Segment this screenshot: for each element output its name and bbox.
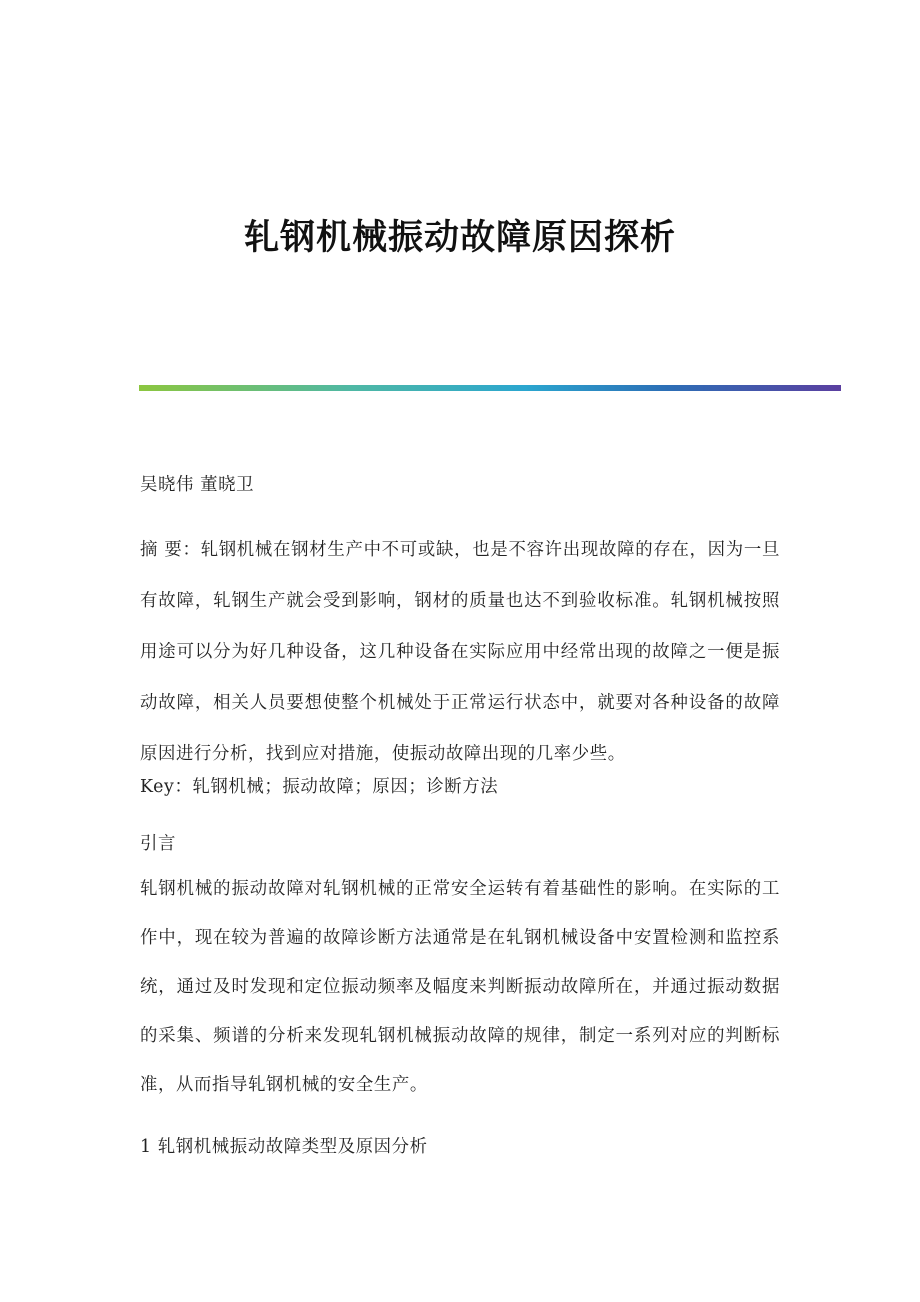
gradient-divider — [139, 385, 841, 391]
intro-paragraph: 轧钢机械的振动故障对轧钢机械的正常安全运转有着基础性的影响。在实际的工作中，现在较为普遍的故障诊断方法通常是在轧钢机械设备中安置检测和监控系统，通过及时发现和定位振动频率及幅度来判断振动故障所在，并通过振动数据的采集、频谱的分析来发现轧钢机械振动故障的规律，制定一系列对应的判断标准，从而指导轧钢机械的安全生产。 — [140, 879, 780, 1095]
section-1-heading: 1 轧钢机械振动故障类型及原因分析 — [140, 1137, 428, 1157]
keywords-line: Key：轧钢机械；振动故障；原因；诊断方法 — [140, 777, 499, 797]
authors-line: 吴晓伟 董晓卫 — [140, 475, 255, 495]
intro-heading: 引言 — [140, 834, 176, 854]
document-title: 轧钢机械振动故障原因探析 — [243, 217, 676, 258]
abstract-paragraph: 摘 要：轧钢机械在钢材生产中不可或缺，也是不容许出现故障的存在，因为一旦有故障，轧钢生产就会受到影响，钢材的质量也达不到验收标准。轧钢机械按照用途可以分为好几种设备，这几种设备在实际应用中经常出现的故障之一便是振动故障，相关人员要想使整个机械处于正常运行状态中，就要对各种设备的故障原因进行分析，找到应对措施，使振动故障出现的几率少些。 — [140, 540, 780, 764]
